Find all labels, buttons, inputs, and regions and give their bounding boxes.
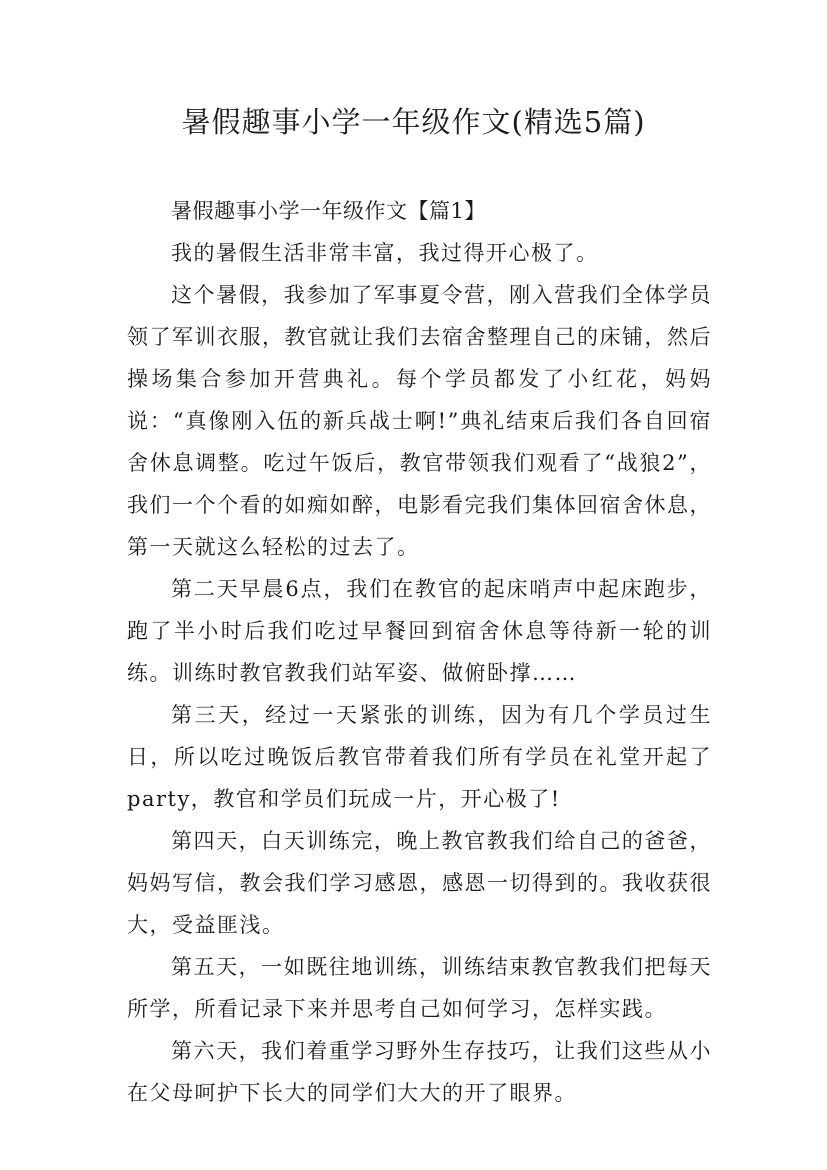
document-title: 暑假趣事小学一年级作文(精选5篇) [181, 105, 646, 139]
paragraph: 我的暑假生活非常丰富，我过得开心极了。 [171, 241, 599, 265]
paragraph: 第六天，我们着重学习野外生存技巧，让我们这些从小在父母呵护下长大的同学们大大的开了眼界。 [127, 1039, 712, 1105]
paragraph: 第五天，一如既往地训练，训练结束教官教我们把每天所学，所看记录下来并思考自己如何学习，怎样实践。 [127, 955, 712, 1021]
section-heading: 暑假趣事小学一年级作文【篇1】 [171, 199, 486, 223]
document-body [127, 190, 712, 1114]
paragraph: 这个暑假，我参加了军事夏令营，刚入营我们全体学员领了军训衣服，教官就让我们去宿舍整理自己的床铺，然后操场集合参加开营典礼。每个学员都发了小红花，妈妈说：“真像刚入伍的新兵战士啊!”典礼结束后我们各自回宿舍休息调整。吃过午饭后，教官带领我们观看了“战狼2”，我们一个个看的如痴如醉，电影看完我们集体回宿舍休息，第一天就这么轻松的过去了。 [127, 283, 712, 559]
paragraph: 第三天，经过一天紧张的训练，因为有几个学员过生日，所以吃过晚饭后教官带着我们所有学员在礼堂开起了party，教官和学员们玩成一片，开心极了! [127, 703, 712, 811]
paragraph: 第二天早晨6点，我们在教官的起床哨声中起床跑步，跑了半小时后我们吃过早餐回到宿舍休息等待新一轮的训练。训练时教官教我们站军姿、做俯卧撑…… [127, 577, 712, 685]
paragraph: 第四天，白天训练完，晚上教官教我们给自己的爸爸，妈妈写信，教会我们学习感恩，感恩一切得到的。我收获很大，受益匪浅。 [127, 829, 712, 937]
